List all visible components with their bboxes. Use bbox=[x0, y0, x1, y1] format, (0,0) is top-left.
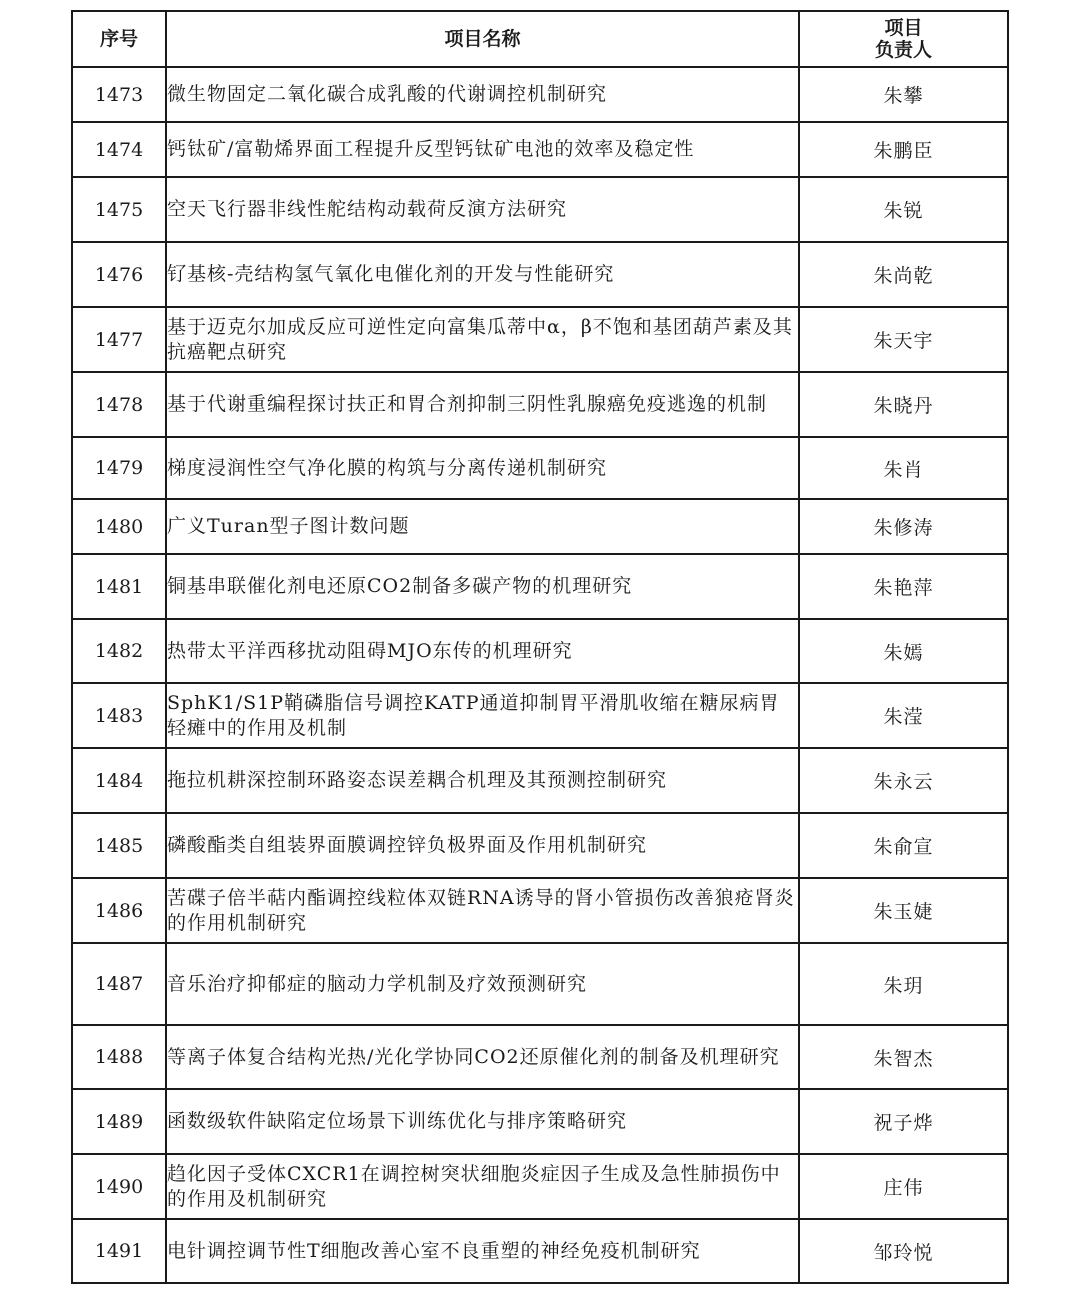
row-number: 1481 bbox=[72, 554, 166, 619]
row-person: 朱尚乾 bbox=[799, 242, 1008, 307]
row-person: 祝子烨 bbox=[799, 1089, 1008, 1154]
header-person-line1: 项目 bbox=[884, 17, 923, 39]
row-project-name: 趋化因子受体CXCR1在调控树突状细胞炎症因子生成及急性肺损伤中的作用及机制研究 bbox=[166, 1154, 799, 1219]
table-row bbox=[72, 307, 1008, 372]
row-project-name: 热带太平洋西移扰动阻碍MJO东传的机理研究 bbox=[166, 619, 799, 683]
table-row bbox=[72, 242, 1008, 307]
header-person-line2: 负责人 bbox=[874, 39, 932, 61]
row-number: 1475 bbox=[72, 177, 166, 242]
table-row bbox=[72, 499, 1008, 554]
row-number: 1488 bbox=[72, 1025, 166, 1089]
row-project-name: 空天飞行器非线性舵结构动载荷反演方法研究 bbox=[166, 177, 799, 242]
row-number: 1479 bbox=[72, 437, 166, 499]
row-person: 邹玲悦 bbox=[799, 1219, 1008, 1283]
row-project-name: 磷酸酯类自组装界面膜调控锌负极界面及作用机制研究 bbox=[166, 813, 799, 878]
row-project-name: 广义Turan型子图计数问题 bbox=[166, 499, 799, 554]
table-row bbox=[72, 372, 1008, 437]
table-row bbox=[72, 1154, 1008, 1219]
row-project-name: 钌基核-壳结构氢气氧化电催化剂的开发与性能研究 bbox=[166, 242, 799, 307]
table-header-row bbox=[72, 11, 1008, 67]
row-person: 朱修涛 bbox=[799, 499, 1008, 554]
row-project-name: 基于迈克尔加成反应可逆性定向富集瓜蒂中α，β不饱和基团葫芦素及其抗癌靶点研究 bbox=[166, 307, 799, 372]
row-project-name: 梯度浸润性空气净化膜的构筑与分离传递机制研究 bbox=[166, 437, 799, 499]
header-person bbox=[799, 11, 1008, 67]
row-project-name: 钙钛矿/富勒烯界面工程提升反型钙钛矿电池的效率及稳定性 bbox=[166, 122, 799, 177]
row-number: 1491 bbox=[72, 1219, 166, 1283]
row-project-name: 拖拉机耕深控制环路姿态误差耦合机理及其预测控制研究 bbox=[166, 748, 799, 813]
row-project-name: 铜基串联催化剂电还原CO2制备多碳产物的机理研究 bbox=[166, 554, 799, 619]
row-number: 1483 bbox=[72, 683, 166, 748]
row-number: 1476 bbox=[72, 242, 166, 307]
project-table bbox=[71, 10, 1009, 1284]
row-person: 朱玉婕 bbox=[799, 878, 1008, 943]
table-row bbox=[72, 748, 1008, 813]
row-number: 1487 bbox=[72, 943, 166, 1025]
table-row bbox=[72, 878, 1008, 943]
table-row bbox=[72, 1089, 1008, 1154]
row-person: 朱肖 bbox=[799, 437, 1008, 499]
row-person: 朱锐 bbox=[799, 177, 1008, 242]
table-row bbox=[72, 437, 1008, 499]
row-project-name: SphK1/S1P鞘磷脂信号调控KATP通道抑制胃平滑肌收缩在糖尿病胃轻瘫中的作用及机制 bbox=[166, 683, 799, 748]
row-project-name: 电针调控调节性T细胞改善心室不良重塑的神经免疫机制研究 bbox=[166, 1219, 799, 1283]
header-project-name: 项目名称 bbox=[166, 11, 799, 67]
row-person: 朱鹏臣 bbox=[799, 122, 1008, 177]
table-row bbox=[72, 554, 1008, 619]
row-person: 朱攀 bbox=[799, 67, 1008, 122]
row-person: 朱智杰 bbox=[799, 1025, 1008, 1089]
row-number: 1480 bbox=[72, 499, 166, 554]
row-project-name: 等离子体复合结构光热/光化学协同CO2还原催化剂的制备及机理研究 bbox=[166, 1025, 799, 1089]
row-project-name: 苦碟子倍半萜内酯调控线粒体双链RNA诱导的肾小管损伤改善狼疮肾炎的作用机制研究 bbox=[166, 878, 799, 943]
header-number: 序号 bbox=[72, 11, 166, 67]
row-person: 朱艳萍 bbox=[799, 554, 1008, 619]
row-number: 1484 bbox=[72, 748, 166, 813]
row-number: 1489 bbox=[72, 1089, 166, 1154]
table-row bbox=[72, 67, 1008, 122]
row-number: 1477 bbox=[72, 307, 166, 372]
row-number: 1485 bbox=[72, 813, 166, 878]
row-person: 朱嫣 bbox=[799, 619, 1008, 683]
table-row bbox=[72, 813, 1008, 878]
row-person: 朱俞宣 bbox=[799, 813, 1008, 878]
table-row bbox=[72, 1219, 1008, 1283]
table-row bbox=[72, 619, 1008, 683]
row-project-name: 基于代谢重编程探讨扶正和胃合剂抑制三阴性乳腺癌免疫逃逸的机制 bbox=[166, 372, 799, 437]
row-person: 朱玥 bbox=[799, 943, 1008, 1025]
row-person: 庄伟 bbox=[799, 1154, 1008, 1219]
row-number: 1482 bbox=[72, 619, 166, 683]
table-row bbox=[72, 943, 1008, 1025]
row-person: 朱晓丹 bbox=[799, 372, 1008, 437]
table-row bbox=[72, 1025, 1008, 1089]
row-project-name: 函数级软件缺陷定位场景下训练优化与排序策略研究 bbox=[166, 1089, 799, 1154]
row-number: 1473 bbox=[72, 67, 166, 122]
table-row bbox=[72, 122, 1008, 177]
row-project-name: 微生物固定二氧化碳合成乳酸的代谢调控机制研究 bbox=[166, 67, 799, 122]
row-number: 1474 bbox=[72, 122, 166, 177]
row-number: 1486 bbox=[72, 878, 166, 943]
table-row bbox=[72, 177, 1008, 242]
row-number: 1478 bbox=[72, 372, 166, 437]
row-project-name: 音乐治疗抑郁症的脑动力学机制及疗效预测研究 bbox=[166, 943, 799, 1025]
table-row bbox=[72, 683, 1008, 748]
row-person: 朱滢 bbox=[799, 683, 1008, 748]
row-number: 1490 bbox=[72, 1154, 166, 1219]
row-person: 朱天宇 bbox=[799, 307, 1008, 372]
row-person: 朱永云 bbox=[799, 748, 1008, 813]
